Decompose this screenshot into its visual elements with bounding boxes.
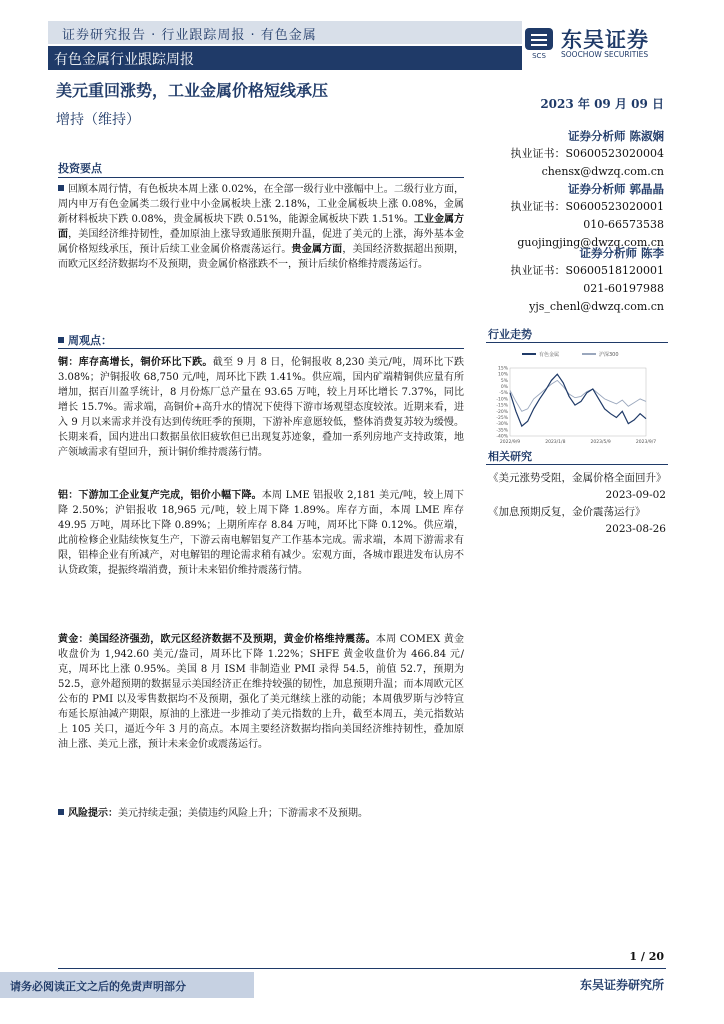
y-tick-label: -40% xyxy=(496,434,508,440)
analyst-email[interactable]: yjs_chenl@dwzq.com.cn xyxy=(529,300,664,313)
gold-head: 黄金：美国经济强劲，欧元区经济数据不及预期，黄金价格维持震荡。 xyxy=(58,634,376,645)
report-type-bar xyxy=(48,46,522,70)
industry-trend-chart xyxy=(486,346,668,450)
series-line-hs300 xyxy=(510,380,646,411)
logo-icon xyxy=(523,26,555,60)
bullet-icon xyxy=(58,809,64,815)
institute-name: 东吴证券研究所 xyxy=(579,978,664,992)
risk-paragraph: 风险提示：美元持续走强；美债违约风险上升；下游需求不及预期。 xyxy=(58,806,464,821)
analyst-phone: 010-66573538 xyxy=(583,218,664,231)
report-title: 美元重回涨势，工业金属价格短线承压 xyxy=(56,81,329,100)
y-tick-label: -15% xyxy=(496,403,508,409)
y-tick-label: 10% xyxy=(497,372,508,378)
analyst-cert: 执业证书：S0600523020004 xyxy=(510,147,664,160)
aluminum-paragraph: 铝：下游加工企业复产完成，铝价小幅下降。本周 LME 铝报收 2,181 美元/吨，较上周下降 2.50%；沪铝报收 18,965 元/吨，较上周下降 1.89%。库存方面，本周 LME 库存 49.95 万吨，周环比下降 0.89%；上期所库存 8.84 万吨，周环比下降 0.12%。供应端，此前检修企业陆续恢复生产，下游云南电解铝复产工作基本完成。需求端，本周下游需求有限，铝棒企业有所减产，对电解铝的理论需求稍有减少。宏观方面，各城市跟进发布认房不认贷政策，提振终端消费，预计未来铝价维持震荡行情。 xyxy=(58,490,464,576)
footer-divider xyxy=(58,968,666,969)
report-type: 有色金属行业跟踪周报 xyxy=(54,52,194,68)
copper-paragraph: 铜：库存高增长，铜价环比下跌。截至 9 月 8 日，伦铜报收 8,230 美元/吨，周环比下跌 3.08%；沪铜报收 68,750 元/吨，周环比下跌 1.41%。供应端，国内矿端精铜供应量有所增加，据百川盈孚统计，8 月份炼厂总产量在 93.65 万吨，较上月环比增长 7.37%，同比增长 15.7%。需求端，高铜价+高升水的情况下使得下游市场观望态度较浓。近期来看，进入 9 月以来需求并没有达到传统旺季的预期，下游补库意愿较低，整体消费复苏较为缓慢。长期来看，国内进出口数据虽依旧疲软但已出现复苏迹象，叠加一系列房地产支持政策，地产领域需求有望回升，预计铜价维持震荡行情。 xyxy=(58,357,465,458)
disclaimer-bar xyxy=(0,972,254,998)
aluminum-head: 铝：下游加工企业复产完成，铝价小幅下降。 xyxy=(58,490,262,501)
series-line-metals xyxy=(510,374,646,426)
x-tick-label: 2023/5/9 xyxy=(590,440,611,445)
y-tick-label: -30% xyxy=(496,422,508,428)
bullet-icon xyxy=(58,337,64,343)
bullet-icon xyxy=(58,185,64,191)
breadcrumb-bar xyxy=(48,21,522,44)
x-tick-label: 2023/9/7 xyxy=(635,440,657,445)
gold-paragraph: 黄金：美国经济强劲，欧元区经济数据不及预期，黄金价格维持震荡。本周 COMEX 黄金收盘价为 1,942.60 美元/盎司，周环比下降 1.22%；SHFE 黄金收盘价为 466.84 元/克，周环比上涨 0.95%。美国 8 月 ISM 非制造业 PMI 录得 54.5，前值 52.7，预期为 52.5，意外超预期的数据显示美国经济正在维持较强的韧性，加息预期升温；而本周欧元区公布的 PMI 以及零售数据均不及预期，强化了美元继续上涨的动能；本周俄罗斯与沙特宣布延长原油减产期限，原油的上涨进一步推动了美元指数的上升，截至本周五，美元指数站上 105 关口，逼近今年 3 月的高点。本周主要经济数据均指向美国经济维持韧性，叠加原油上涨、美元上涨，预计未来金价或震荡运行。 xyxy=(58,634,464,750)
y-tick-label: -20% xyxy=(496,409,508,415)
y-tick-label: 5% xyxy=(500,378,508,384)
y-tick-label: 15% xyxy=(497,366,508,372)
divider xyxy=(486,464,668,465)
research-item-2[interactable]: 《加息预期反复，金价震荡运行》 xyxy=(488,506,646,518)
analyst-name: 证券分析师 陈李 xyxy=(579,246,664,260)
y-tick-label: -35% xyxy=(496,428,508,434)
legend-label: 沪深300 xyxy=(599,352,619,358)
logo-name: 东吴证券 xyxy=(561,28,649,52)
logo-en: SOOCHOW SECURITIES xyxy=(561,50,649,59)
analyst-name: 证券分析师 郭晶晶 xyxy=(567,182,664,196)
analyst-name: 证券分析师 陈淑娴 xyxy=(567,129,664,143)
analyst-cert: 执业证书：S0600523020001 xyxy=(510,200,664,213)
weekly-title: 周观点： xyxy=(58,332,112,348)
analyst-2 xyxy=(510,180,664,252)
y-tick-label: 0% xyxy=(500,385,508,391)
analyst-1 xyxy=(510,127,664,181)
legend-label: 有色金属 xyxy=(539,352,560,358)
x-tick-label: 2022/9/9 xyxy=(499,440,521,445)
trend-title: 行业走势 xyxy=(488,328,532,341)
copper-head: 铜：库存高增长，铜价环比下跌。 xyxy=(58,357,213,368)
chart-frame xyxy=(510,368,646,436)
invest-paragraph: 回顾本周行情，有色板块本周上涨 0.02%，在全部一级行业中涨幅中上。二级行业方面，周内申万有色金属类二级行业中小金属板块上涨 2.18%，工业金属板块上涨 0.08%，金属新材料板块下跌 0.08%，贵金属板块下跌 0.51%，能源金属板块下跌 1.51%。工业金属方面，美国经济维持韧性，叠加原油上涨导致通胀预期升温，促进了美元的上涨，海外基本金属价格短线承压，预计后续工业金属价格震荡运行。贵金属方面，美国经济数据超出预期，而欧元区经济数据均不及预期，贵金属价格涨跌不一，预计后续价格维持震荡运行。 xyxy=(58,184,465,270)
page-number: 1 / 20 xyxy=(629,950,664,963)
analyst-cert: 执业证书：S0600518120001 xyxy=(510,264,664,277)
research-list xyxy=(488,470,666,538)
analyst-3 xyxy=(510,244,664,316)
divider xyxy=(486,342,668,343)
y-tick-label: -25% xyxy=(496,415,508,421)
analyst-email[interactable]: chensx@dwzq.com.cn xyxy=(541,165,664,178)
research-item-1[interactable]: 《美元涨势受阻，金属价格全面回升》 xyxy=(488,472,667,484)
research-title: 相关研究 xyxy=(488,450,532,463)
rating: 增持（维持） xyxy=(56,112,140,128)
svg-text:SCS: SCS xyxy=(532,52,546,60)
research-date-2: 2023-08-26 xyxy=(605,523,666,535)
divider xyxy=(58,348,464,349)
analyst-email[interactable]: guojingjing@dwzq.com.cn xyxy=(517,236,664,249)
y-tick-label: -5% xyxy=(499,391,508,397)
disclaimer[interactable]: 请务必阅读正文之后的免责声明部分 xyxy=(10,980,186,993)
divider xyxy=(58,177,464,178)
company-logo xyxy=(523,24,703,62)
research-date-1: 2023-09-02 xyxy=(605,489,666,501)
breadcrumb: 证券研究报告 · 行业跟踪周报 · 有色金属 xyxy=(62,28,317,43)
report-date: 2023 年 09 月 09 日 xyxy=(540,97,664,111)
analyst-phone: 021-60197988 xyxy=(583,282,664,295)
x-tick-label: 2023/1/8 xyxy=(545,440,566,445)
invest-title: 投资要点 xyxy=(58,162,102,175)
y-tick-label: -10% xyxy=(496,397,508,403)
